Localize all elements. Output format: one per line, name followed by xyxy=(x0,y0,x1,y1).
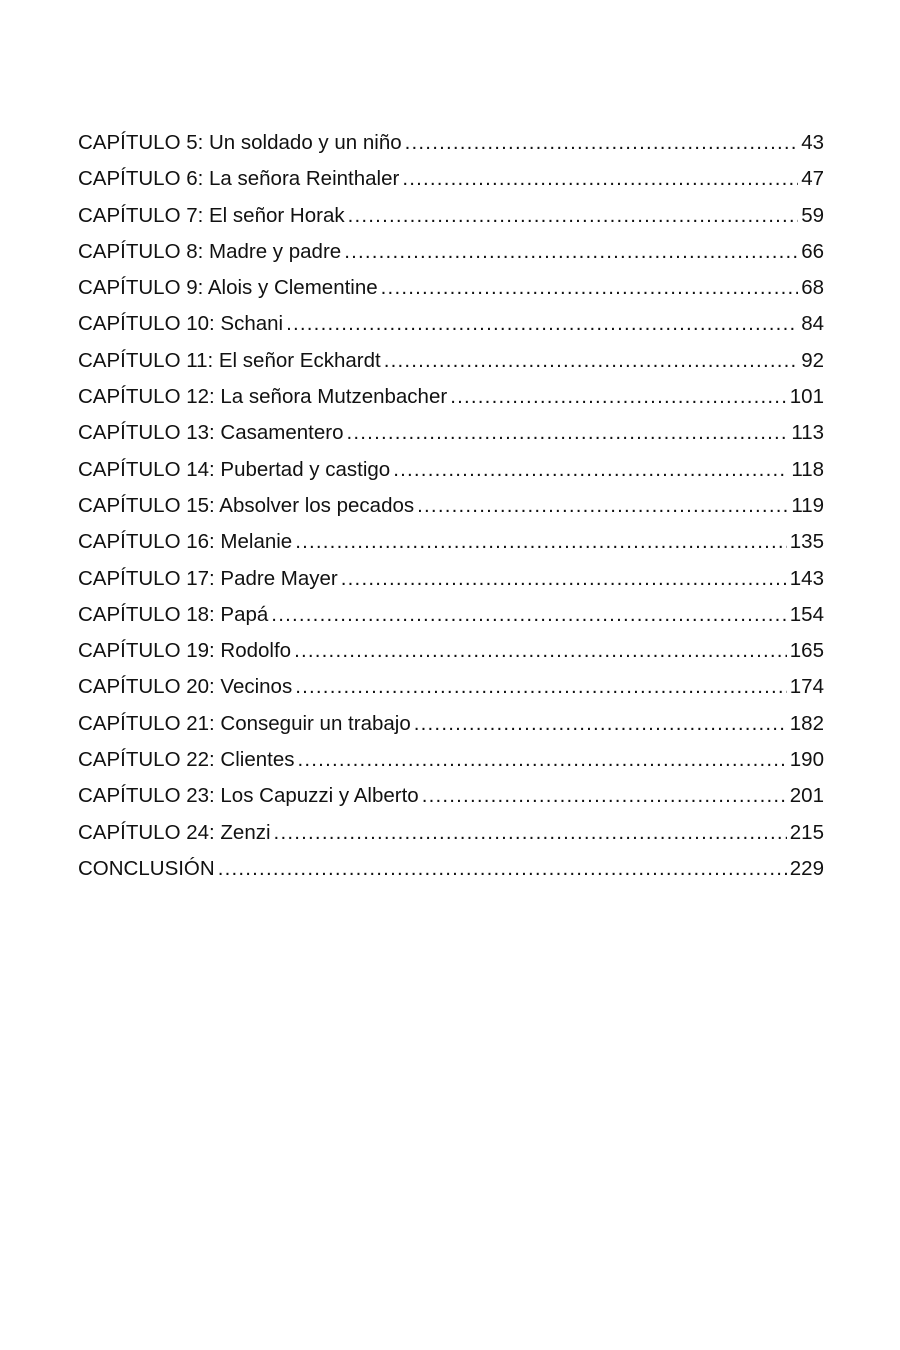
toc-entry-page: 154 xyxy=(789,602,824,626)
toc-dot-leader xyxy=(297,742,786,778)
toc-entry-page: 135 xyxy=(789,530,824,554)
toc-entry-page: 68 xyxy=(801,276,824,300)
toc-entry-page: 201 xyxy=(789,784,824,808)
toc-entry-title: CAPÍTULO 12: La señora Mutzenbacher xyxy=(78,385,448,409)
toc-entry[interactable] xyxy=(78,597,824,633)
toc-dot-leader xyxy=(295,524,787,560)
toc-dot-leader xyxy=(422,778,787,814)
toc-entry-title: CAPÍTULO 5: Un soldado y un niño xyxy=(78,131,402,154)
toc-dot-leader xyxy=(295,669,787,705)
toc-dot-leader xyxy=(341,561,787,597)
toc-entry-page: 84 xyxy=(801,312,824,336)
toc-entry[interactable] xyxy=(78,742,824,778)
toc-entry[interactable] xyxy=(78,778,824,814)
toc-dot-leader xyxy=(384,343,799,379)
toc-entry[interactable] xyxy=(78,198,824,234)
toc-entry[interactable] xyxy=(78,561,824,597)
toc-entry-title: CAPÍTULO 6: La señora Reinthaler xyxy=(78,167,400,191)
toc-dot-leader xyxy=(393,452,788,488)
toc-dot-leader xyxy=(414,706,787,742)
toc-dot-leader xyxy=(405,125,799,161)
toc-entry-conclusion[interactable] xyxy=(78,851,824,887)
toc-entry-title: CAPÍTULO 22: Clientes xyxy=(78,748,295,772)
toc-entry-page: 113 xyxy=(791,421,824,445)
toc-entry-title: CAPÍTULO 9: Alois y Clementine xyxy=(78,276,378,300)
toc-entry-title: CAPÍTULO 10: Schani xyxy=(78,312,284,336)
toc-entry[interactable] xyxy=(78,669,824,705)
toc-entry-page: 43 xyxy=(801,131,824,154)
toc-entry-page: 119 xyxy=(791,493,824,517)
toc-dot-leader xyxy=(346,415,788,451)
toc-entry-page: 92 xyxy=(801,348,824,372)
toc-entry-page: 190 xyxy=(789,748,824,772)
toc-entry[interactable] xyxy=(78,161,824,197)
toc-entry[interactable] xyxy=(78,633,824,669)
toc-entry-title: CAPÍTULO 21: Conseguir un trabajo xyxy=(78,711,411,735)
toc-entry-title: CAPÍTULO 8: Madre y padre xyxy=(78,239,342,263)
toc-entry[interactable] xyxy=(78,706,824,742)
toc-entry-title: CAPÍTULO 24: Zenzi xyxy=(78,820,271,844)
toc-entry[interactable] xyxy=(78,234,824,270)
toc-dot-leader xyxy=(294,633,787,669)
toc-entry-page: 182 xyxy=(789,711,824,735)
toc-dot-leader xyxy=(381,270,799,306)
toc-entry[interactable] xyxy=(78,452,824,488)
toc-entry-title: CAPÍTULO 14: Pubertad y castigo xyxy=(78,457,391,481)
toc-entry[interactable] xyxy=(78,488,824,524)
toc-entry-page: 118 xyxy=(791,457,824,481)
toc-entry[interactable] xyxy=(78,125,824,161)
toc-entry[interactable] xyxy=(78,524,824,560)
toc-entry-page: 66 xyxy=(801,239,824,263)
toc-dot-leader xyxy=(417,488,788,524)
toc-entry-title: CAPÍTULO 13: Casamentero xyxy=(78,421,344,445)
toc-entry-title: CAPÍTULO 15: Absolver los pecados xyxy=(78,493,415,517)
toc-entry-page: 229 xyxy=(789,856,824,880)
toc-entry-page: 143 xyxy=(789,566,824,590)
toc-entry-title: CONCLUSIÓN xyxy=(78,856,215,880)
toc-dot-leader xyxy=(344,234,798,270)
toc-dot-leader xyxy=(348,198,799,234)
toc-dot-leader xyxy=(218,851,787,887)
toc-entry-page: 59 xyxy=(801,203,824,227)
toc-dot-leader xyxy=(286,306,798,342)
toc-entry-page: 47 xyxy=(801,167,824,191)
toc-entry-title: CAPÍTULO 17: Padre Mayer xyxy=(78,566,338,590)
toc-entry[interactable] xyxy=(78,270,824,306)
toc-entry-title: CAPÍTULO 11: El señor Eckhardt xyxy=(78,348,381,372)
table-of-contents xyxy=(78,125,824,887)
toc-entry-title: CAPÍTULO 20: Vecinos xyxy=(78,675,293,699)
toc-entry-title: CAPÍTULO 7: El señor Horak xyxy=(78,203,345,227)
toc-entry-title: CAPÍTULO 23: Los Capuzzi y Alberto xyxy=(78,784,419,808)
toc-dot-leader xyxy=(402,161,798,197)
toc-entry[interactable] xyxy=(78,379,824,415)
toc-dot-leader xyxy=(271,597,786,633)
toc-entry[interactable] xyxy=(78,815,824,851)
toc-entry-page: 174 xyxy=(789,675,824,699)
toc-dot-leader xyxy=(450,379,787,415)
toc-entry[interactable] xyxy=(78,343,824,379)
toc-entry-page: 215 xyxy=(789,820,824,844)
toc-entry-page: 101 xyxy=(789,385,824,409)
toc-dot-leader xyxy=(274,815,787,851)
toc-entry[interactable] xyxy=(78,415,824,451)
toc-entry-title: CAPÍTULO 19: Rodolfo xyxy=(78,639,292,663)
toc-entry-page: 165 xyxy=(789,639,824,663)
toc-entry-title: CAPÍTULO 16: Melanie xyxy=(78,530,293,554)
toc-entry-title: CAPÍTULO 18: Papá xyxy=(78,602,269,626)
toc-entry[interactable] xyxy=(78,306,824,342)
